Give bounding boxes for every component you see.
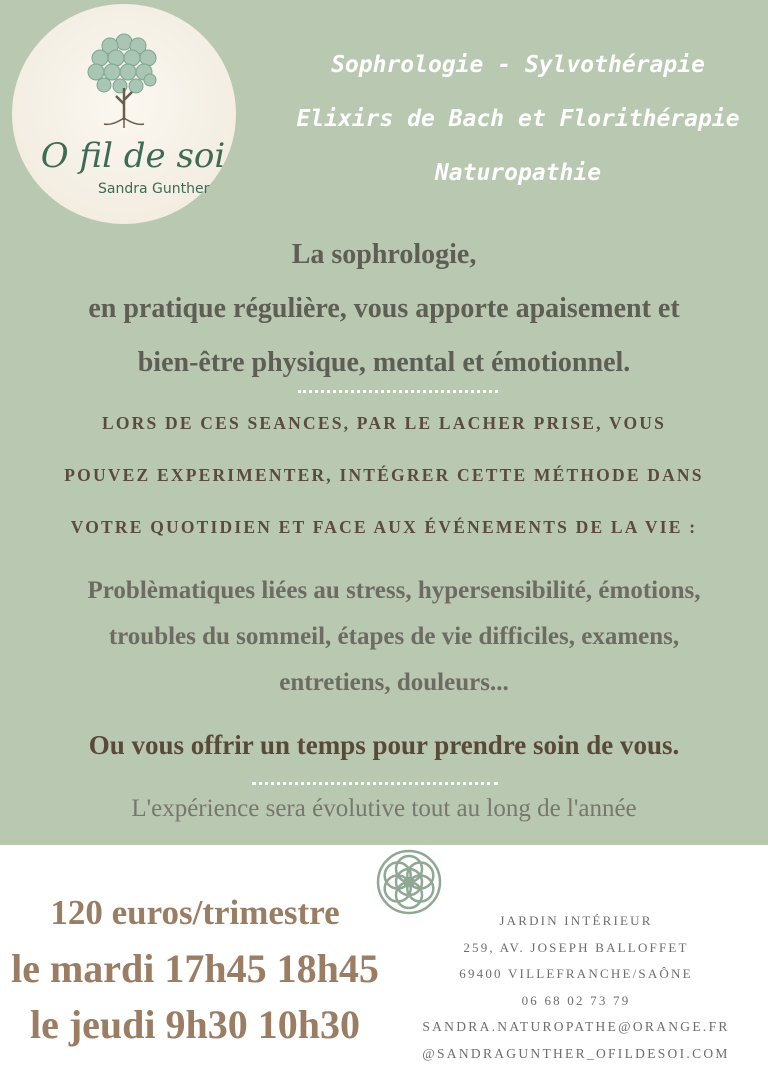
dotted-divider xyxy=(252,781,498,785)
caps-line: POUVEZ EXPERIMENTER, INTÉGRER CETTE MÉTHODE DANS xyxy=(64,465,704,485)
problems-line: entretiens, douleurs... xyxy=(279,669,509,696)
intro-text xyxy=(0,228,768,390)
service-item: Sophrologie - Sylvothérapie xyxy=(331,52,705,78)
caps-line: LORS DE CES SEANCES, PAR LE LACHER PRISE, VOUS xyxy=(101,413,667,433)
thursday-schedule: le jeudi 9h30 10h30 xyxy=(29,1002,361,1047)
pricing-block xyxy=(0,885,390,1053)
service-item: Elixirs de Bach et Florithérapie xyxy=(296,106,740,132)
tuesday-schedule: le mardi 17h45 18h45 xyxy=(11,946,379,991)
intro-line: bien-être physique, mental et émotionnel. xyxy=(137,347,631,378)
logo xyxy=(12,4,236,224)
email-address: SANDRA.NATUROPATHE@ORANGE.FR xyxy=(422,1019,730,1034)
service-item: Naturopathie xyxy=(434,160,602,186)
problems-line: troubles du sommeil, étapes de vie difficiles, examens, xyxy=(108,623,680,650)
dotted-divider xyxy=(298,389,498,393)
city-address: 69400 VILLEFRANCHE/SAÔNE xyxy=(459,966,693,981)
problems-line: Problèmatiques liées au stress, hypersensibilité, émotions, xyxy=(87,577,701,604)
price: 120 euros/trimestre xyxy=(50,893,340,932)
contact-block xyxy=(384,908,768,1067)
practitioner-name: Sandra Gunther xyxy=(98,181,210,197)
session-description xyxy=(0,403,768,559)
intro-line: La sophrologie, xyxy=(291,239,477,270)
venue-name: JARDIN INTÉRIEUR xyxy=(499,913,653,928)
problems-list xyxy=(20,568,768,706)
caps-line: VOTRE QUOTIDIEN ET FACE AUX ÉVÉNEMENTS DE LA VIE : xyxy=(70,517,698,537)
offer-heading: Ou vous offrir un temps pour prendre soin de vous. xyxy=(88,730,680,760)
brand-name: O fil de soi xyxy=(40,136,226,176)
services-list xyxy=(268,44,768,206)
experience-note: L'expérience sera évolutive tout au long de l'année xyxy=(131,795,637,822)
intro-line: en pratique régulière, vous apporte apaisement et xyxy=(88,293,680,324)
phone-number: 06 68 02 73 79 xyxy=(521,992,631,1008)
street-address: 259, AV. JOSEPH BALLOFFET xyxy=(463,939,689,955)
instagram-handle: @SANDRAGUNTHER_OFILDESOI.COM xyxy=(422,1045,730,1061)
